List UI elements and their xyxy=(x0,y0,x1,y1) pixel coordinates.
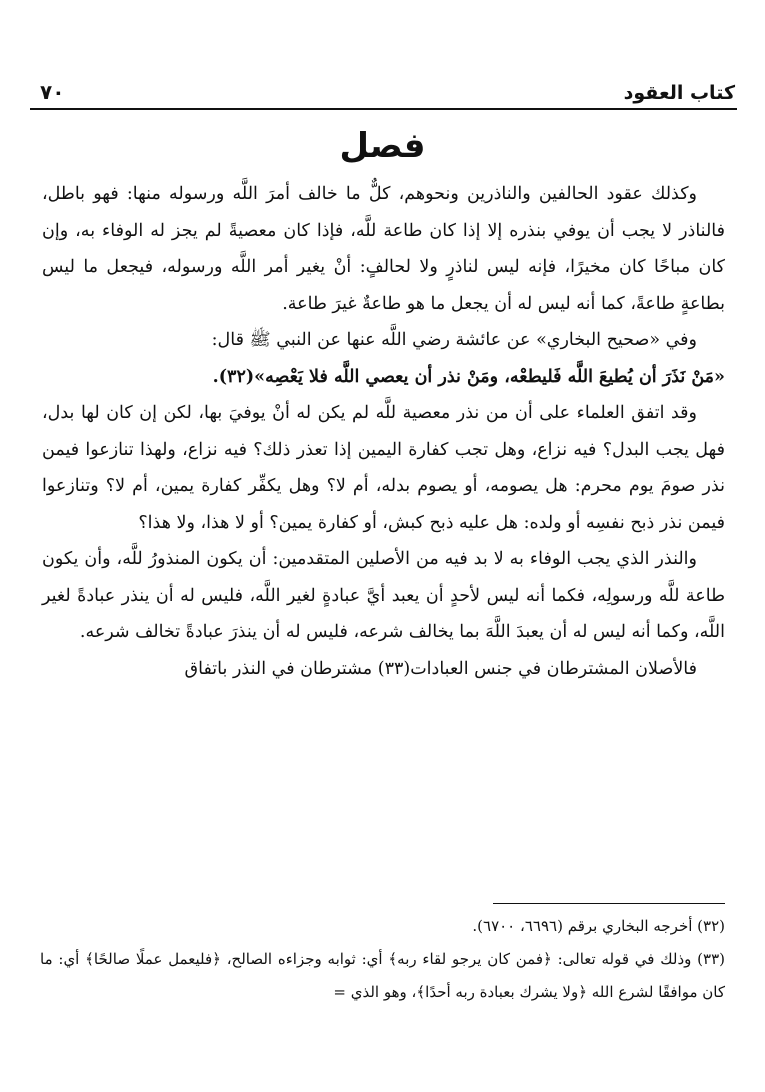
paragraph: وكذلك عقود الحالفين والناذرين ونحوهم، كلٌّ ما خالف أمرَ اللَّه ورسوله منها: فهو باطل، فالناذر لا يجب أن يوفي بنذره إلا إذا كان طاعة للَّه، فإذا كان معصيةً لم يجز له الوفاء به، وإن كان مباحًا كان مخيرًا، فإنه ليس لناذرٍ ولا لحالفٍ: أنْ يغير أمر اللَّه ورسوله، فيجعل ما ليس بطاعةٍ طاعةً، كما أنه ليس له أن يجعل ما هو طاعةٌ غيرَ طاعة. xyxy=(42,184,725,314)
hadith-quote: «مَنْ نَذَرَ أن يُطيعَ اللَّه فَليطعْه، ومَنْ نذر أن يعصي اللَّه فلا يَعْصِه»(٣٢). xyxy=(212,366,725,387)
paragraph: والنذر الذي يجب الوفاء به لا بد فيه من الأصلين المتقدمين: أن يكون المنذورُ للَّه، وأن يكون طاعة للَّه ورسولِه، فكما أنه ليس لأحدٍ أن يعبد أيَّ عبادةٍ لغير اللَّه، فليس له أن ينذر عبادةً لغير اللَّه، وكما أنه ليس له أن يعبدَ اللَّهَ بما يخالف شرعه، فليس له أن ينذرَ عبادةً تخالف شرعه. xyxy=(42,549,725,642)
main-text xyxy=(42,176,725,687)
footnote-divider xyxy=(493,903,725,904)
header-divider xyxy=(30,108,737,110)
section-title-text: فصل xyxy=(339,126,426,166)
footnotes xyxy=(40,910,725,1009)
page-number: ٧٠ xyxy=(40,80,65,104)
page-header xyxy=(40,78,735,104)
paragraph: وقد اتفق العلماء على أن من نذر معصية للَّه لم يكن له أنْ يوفيَ بها، لكن إن كان لها بدل، فهل يجب البدل؟ فيه نزاع، وهل تجب كفارة اليمين إذا تعذر ذلك؟ فيه نزاع، ولهذا تنازعوا فيمن نذر صومَ يوم محرم: هل يصومه، أو يصوم بدله، أم لا؟ وهل يكفِّر كفارة يمين، أم لا؟ وتنازعوا فيمن نذر ذبح نفسِه أو ولده: هل عليه ذبح كبش، أو كفارة يمين؟ أو لا هذا، ولا هذا؟ xyxy=(42,403,725,533)
paragraph: فالأصلان المشترطان في جنس العبادات(٣٣) مشترطان في النذر باتفاق xyxy=(184,658,697,679)
running-title: كتاب العقود xyxy=(623,82,735,104)
footnote: (٣٣) وذلك في قوله تعالى: ﴿فمن كان يرجو لقاء ربه﴾ أي: ثوابه وجزاءه الصالح، ﴿فليعمل عملًا صالحًا﴾ أي: ما كان موافقًا لشرع الله ﴿ولا يشرك بعبادة ربه أحدًا﴾، وهو الذي = xyxy=(40,950,725,1001)
section-title xyxy=(0,126,765,166)
footnote: (٣٢) أخرجه البخاري برقم (٦٦٩٦، ٦٧٠٠). xyxy=(472,917,725,935)
paragraph: وفي «صحيح البخاري» عن عائشة رضي اللَّه عنها عن النبي ﷺ قال: xyxy=(211,330,697,350)
